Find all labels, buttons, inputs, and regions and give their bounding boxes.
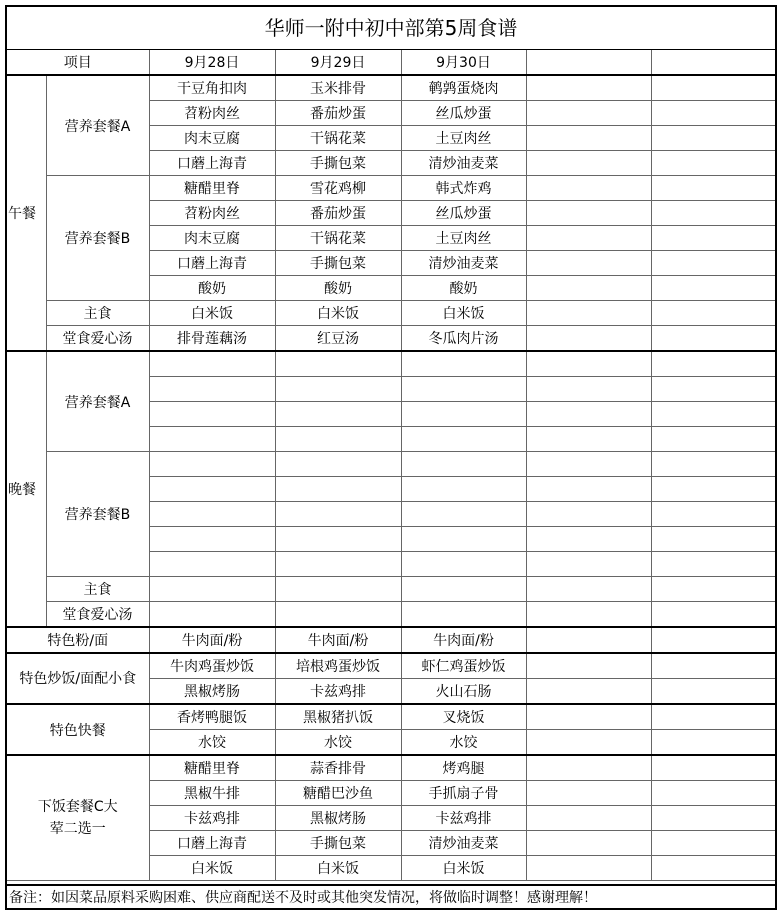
dish-cell: 糖醋里脊	[149, 755, 275, 781]
empty-cell	[275, 351, 401, 377]
dish-cell: 手撕包菜	[275, 151, 401, 176]
empty-cell	[401, 351, 526, 377]
dish-cell: 白米饭	[401, 856, 526, 881]
empty-cell	[149, 527, 275, 552]
empty-cell	[526, 527, 651, 552]
empty-cell	[149, 377, 275, 402]
dish-cell: 牛肉面/粉	[149, 627, 275, 653]
dish-cell: 番茄炒蛋	[275, 101, 401, 126]
empty-cell	[149, 477, 275, 502]
empty-cell	[526, 351, 651, 377]
header-empty	[526, 50, 651, 75]
empty-cell	[651, 276, 775, 301]
dish-cell: 水饺	[275, 730, 401, 756]
empty-cell	[651, 101, 775, 126]
dish-cell: 卡兹鸡排	[275, 679, 401, 705]
empty-cell	[526, 402, 651, 427]
empty-cell	[526, 276, 651, 301]
dish-cell: 白米饭	[401, 301, 526, 326]
dish-cell: 牛肉鸡蛋炒饭	[149, 653, 275, 679]
set-c-label: 下饭套餐C大荤二选一	[7, 755, 149, 881]
empty-cell	[526, 75, 651, 101]
empty-cell	[401, 452, 526, 477]
empty-cell	[651, 351, 775, 377]
empty-cell	[526, 781, 651, 806]
dinner-staple-label: 主食	[46, 577, 149, 602]
table-row	[7, 452, 775, 477]
empty-cell	[275, 502, 401, 527]
empty-cell	[651, 176, 775, 201]
dish-cell: 糖醋巴沙鱼	[275, 781, 401, 806]
dish-cell: 酸奶	[275, 276, 401, 301]
empty-cell	[651, 377, 775, 402]
lunch-set-b-label: 营养套餐B	[46, 176, 149, 301]
empty-cell	[526, 201, 651, 226]
header-date: 9月28日	[149, 50, 275, 75]
dish-cell: 香烤鸭腿饭	[149, 704, 275, 730]
empty-cell	[526, 730, 651, 756]
empty-cell	[651, 427, 775, 452]
header-empty	[651, 50, 775, 75]
dish-cell: 黑椒牛排	[149, 781, 275, 806]
table-row	[7, 301, 775, 326]
dish-cell: 清炒油麦菜	[401, 151, 526, 176]
empty-cell	[149, 402, 275, 427]
empty-cell	[651, 806, 775, 831]
empty-cell	[275, 427, 401, 452]
dish-cell: 红豆汤	[275, 326, 401, 352]
empty-cell	[275, 527, 401, 552]
empty-cell	[275, 402, 401, 427]
empty-cell	[651, 452, 775, 477]
empty-cell	[401, 477, 526, 502]
empty-cell	[651, 856, 775, 881]
noodle-label: 特色粉/面	[7, 627, 149, 653]
table-row	[7, 755, 775, 781]
dish-cell: 鹌鹑蛋烧肉	[401, 75, 526, 101]
header-row	[7, 50, 775, 75]
empty-cell	[275, 452, 401, 477]
empty-cell	[526, 806, 651, 831]
page-title: 华师一附中初中部第5周食谱	[7, 7, 775, 50]
dish-cell: 叉烧饭	[401, 704, 526, 730]
dish-cell: 水饺	[401, 730, 526, 756]
dish-cell: 手撕包菜	[275, 251, 401, 276]
header-date: 9月29日	[275, 50, 401, 75]
empty-cell	[526, 226, 651, 251]
dish-cell: 牛肉面/粉	[401, 627, 526, 653]
menu-table	[7, 50, 775, 881]
empty-cell	[651, 402, 775, 427]
empty-cell	[401, 577, 526, 602]
empty-cell	[149, 351, 275, 377]
empty-cell	[651, 679, 775, 705]
empty-cell	[651, 527, 775, 552]
empty-cell	[149, 552, 275, 577]
table-row	[7, 176, 775, 201]
lunch-set-a-label: 营养套餐A	[46, 75, 149, 176]
empty-cell	[651, 755, 775, 781]
dish-cell: 卡兹鸡排	[149, 806, 275, 831]
dish-cell: 虾仁鸡蛋炒饭	[401, 653, 526, 679]
dish-cell: 火山石肠	[401, 679, 526, 705]
dish-cell: 玉米排骨	[275, 75, 401, 101]
empty-cell	[526, 552, 651, 577]
empty-cell	[275, 602, 401, 628]
dish-cell: 干锅花菜	[275, 226, 401, 251]
dinner-soup-label: 堂食爱心汤	[46, 602, 149, 628]
empty-cell	[526, 856, 651, 881]
footer-note: 备注：如因菜品原料采购困难、供应商配送不及时或其他突发情况，将做临时调整！感谢理解！	[7, 884, 775, 908]
empty-cell	[149, 427, 275, 452]
empty-cell	[526, 704, 651, 730]
menu-sheet	[5, 5, 777, 910]
dish-cell: 清炒油麦菜	[401, 831, 526, 856]
dish-cell: 牛肉面/粉	[275, 627, 401, 653]
dish-cell: 干锅花菜	[275, 126, 401, 151]
empty-cell	[526, 101, 651, 126]
dish-cell: 番茄炒蛋	[275, 201, 401, 226]
empty-cell	[651, 301, 775, 326]
table-row	[7, 627, 775, 653]
empty-cell	[275, 577, 401, 602]
lunch-staple-label: 主食	[46, 301, 149, 326]
empty-cell	[526, 301, 651, 326]
dish-cell: 黑椒猪扒饭	[275, 704, 401, 730]
empty-cell	[401, 602, 526, 628]
fried-label: 特色炒饭/面配小食	[7, 653, 149, 704]
empty-cell	[401, 427, 526, 452]
dish-cell: 肉末豆腐	[149, 226, 275, 251]
empty-cell	[526, 477, 651, 502]
empty-cell	[526, 151, 651, 176]
dish-cell: 糖醋里脊	[149, 176, 275, 201]
empty-cell	[651, 151, 775, 176]
dish-cell: 培根鸡蛋炒饭	[275, 653, 401, 679]
empty-cell	[526, 577, 651, 602]
dish-cell: 干豆角扣肉	[149, 75, 275, 101]
empty-cell	[526, 679, 651, 705]
empty-cell	[651, 75, 775, 101]
lunch-soup-label: 堂食爱心汤	[46, 326, 149, 352]
empty-cell	[275, 477, 401, 502]
dish-cell: 白米饭	[275, 301, 401, 326]
table-row	[7, 75, 775, 101]
dish-cell: 烤鸡腿	[401, 755, 526, 781]
empty-cell	[651, 326, 775, 352]
empty-cell	[526, 602, 651, 628]
empty-cell	[526, 427, 651, 452]
empty-cell	[526, 452, 651, 477]
dish-cell: 手抓扇子骨	[401, 781, 526, 806]
empty-cell	[526, 831, 651, 856]
table-row	[7, 351, 775, 377]
empty-cell	[651, 251, 775, 276]
empty-cell	[401, 527, 526, 552]
empty-cell	[526, 176, 651, 201]
dish-cell: 雪花鸡柳	[275, 176, 401, 201]
dish-cell: 水饺	[149, 730, 275, 756]
table-row	[7, 326, 775, 352]
empty-cell	[149, 452, 275, 477]
dish-cell: 肉末豆腐	[149, 126, 275, 151]
empty-cell	[526, 326, 651, 352]
header-date: 9月30日	[401, 50, 526, 75]
dish-cell: 口蘑上海青	[149, 151, 275, 176]
dish-cell: 卡兹鸡排	[401, 806, 526, 831]
empty-cell	[651, 477, 775, 502]
empty-cell	[526, 126, 651, 151]
table-row	[7, 704, 775, 730]
dish-cell: 丝瓜炒蛋	[401, 201, 526, 226]
empty-cell	[651, 627, 775, 653]
dish-cell: 冬瓜肉片汤	[401, 326, 526, 352]
dish-cell: 韩式炸鸡	[401, 176, 526, 201]
empty-cell	[651, 831, 775, 856]
dinner-label: 晚餐	[7, 351, 46, 627]
dish-cell: 丝瓜炒蛋	[401, 101, 526, 126]
empty-cell	[275, 377, 401, 402]
empty-cell	[651, 602, 775, 628]
table-row	[7, 577, 775, 602]
dish-cell: 土豆肉丝	[401, 126, 526, 151]
dish-cell: 苕粉肉丝	[149, 101, 275, 126]
empty-cell	[401, 552, 526, 577]
header-item: 项目	[7, 50, 149, 75]
empty-cell	[651, 730, 775, 756]
empty-cell	[401, 402, 526, 427]
empty-cell	[149, 577, 275, 602]
dinner-set-a-label: 营养套餐A	[46, 351, 149, 452]
dish-cell: 土豆肉丝	[401, 226, 526, 251]
dish-cell: 黑椒烤肠	[275, 806, 401, 831]
dish-cell: 黑椒烤肠	[149, 679, 275, 705]
empty-cell	[149, 602, 275, 628]
dish-cell: 口蘑上海青	[149, 831, 275, 856]
empty-cell	[526, 627, 651, 653]
empty-cell	[651, 126, 775, 151]
dish-cell: 白米饭	[149, 856, 275, 881]
empty-cell	[526, 502, 651, 527]
empty-cell	[651, 201, 775, 226]
dish-cell: 排骨莲藕汤	[149, 326, 275, 352]
empty-cell	[275, 552, 401, 577]
empty-cell	[651, 653, 775, 679]
empty-cell	[651, 552, 775, 577]
dinner-set-b-label: 营养套餐B	[46, 452, 149, 577]
dish-cell: 手撕包菜	[275, 831, 401, 856]
dish-cell: 苕粉肉丝	[149, 201, 275, 226]
empty-cell	[401, 377, 526, 402]
empty-cell	[651, 502, 775, 527]
empty-cell	[526, 653, 651, 679]
dish-cell: 口蘑上海青	[149, 251, 275, 276]
dish-cell: 白米饭	[149, 301, 275, 326]
dish-cell: 蒜香排骨	[275, 755, 401, 781]
empty-cell	[651, 577, 775, 602]
empty-cell	[401, 502, 526, 527]
empty-cell	[149, 502, 275, 527]
lunch-label: 午餐	[7, 75, 46, 351]
dish-cell: 白米饭	[275, 856, 401, 881]
empty-cell	[526, 377, 651, 402]
table-row	[7, 602, 775, 628]
empty-cell	[651, 781, 775, 806]
fast-label: 特色快餐	[7, 704, 149, 755]
dish-cell: 酸奶	[401, 276, 526, 301]
empty-cell	[651, 704, 775, 730]
table-row	[7, 653, 775, 679]
empty-cell	[526, 251, 651, 276]
dish-cell: 酸奶	[149, 276, 275, 301]
dish-cell: 清炒油麦菜	[401, 251, 526, 276]
empty-cell	[651, 226, 775, 251]
empty-cell	[526, 755, 651, 781]
